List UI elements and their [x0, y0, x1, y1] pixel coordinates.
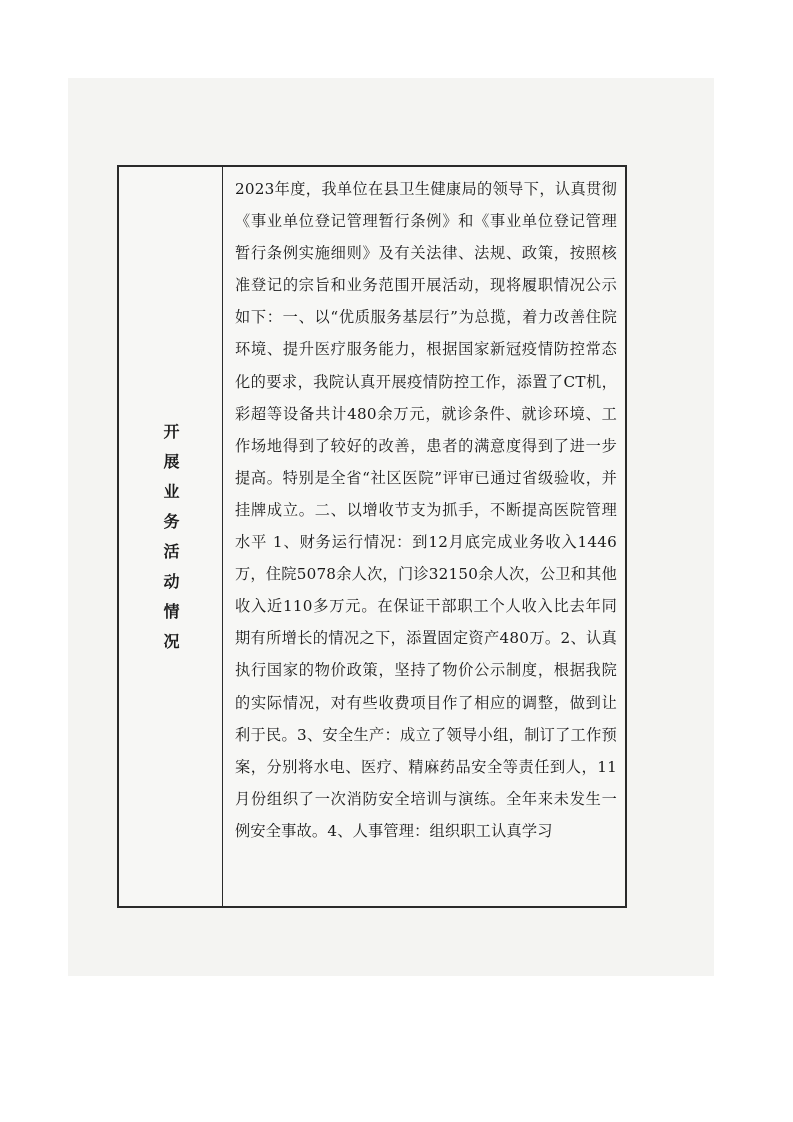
label-cell — [119, 167, 223, 906]
report-body-text: 2023年度，我单位在县卫生健康局的领导下，认真贯彻《事业单位登记管理暂行条例》和《事业单位登记管理暂行条例实施细则》及有关法律、法规、政策，按照核准登记的宗旨和业务范围开展活动，现将履职情况公示如下：一、以“优质服务基层行”为总揽，着力改善住院环境、提升医疗服务能力，根据国家新冠疫情防控常态化的要求，我院认真开展疫情防控工作，添置了CT机，彩超等设备共计480余万元，就诊条件、就诊环境、工作场地得到了较好的改善，患者的满意度得到了进一步提高。特别是全省“社区医院”评审已通过省级验收，并挂牌成立。二、以增收节支为抓手，不断提高医院管理水平 1、财务运行情况：到12月底完成业务收入1446万，住院5078余人次，门诊32150余人次，公卫和其他收入近110多万元。在保证干部职工个人收入比去年同期有所增长的情况之下，添置固定资产480万。2、认真执行国家的物价政策，坚持了物价公示制度，根据我院的实际情况，对有些收费项目作了相应的调整，做到让利于民。3、安全生产：成立了领导小组，制订了工作预案，分别将水电、医疗、精麻药品安全等责任到人，11月份组织了一次消防安全培训与演练。全年来未发生一例安全事故。4、人事管理：组织职工认真学习 — [235, 180, 617, 840]
section-label: 开展业务活动情况 — [161, 422, 180, 663]
content-cell — [223, 167, 625, 906]
activity-report-table — [117, 165, 627, 908]
